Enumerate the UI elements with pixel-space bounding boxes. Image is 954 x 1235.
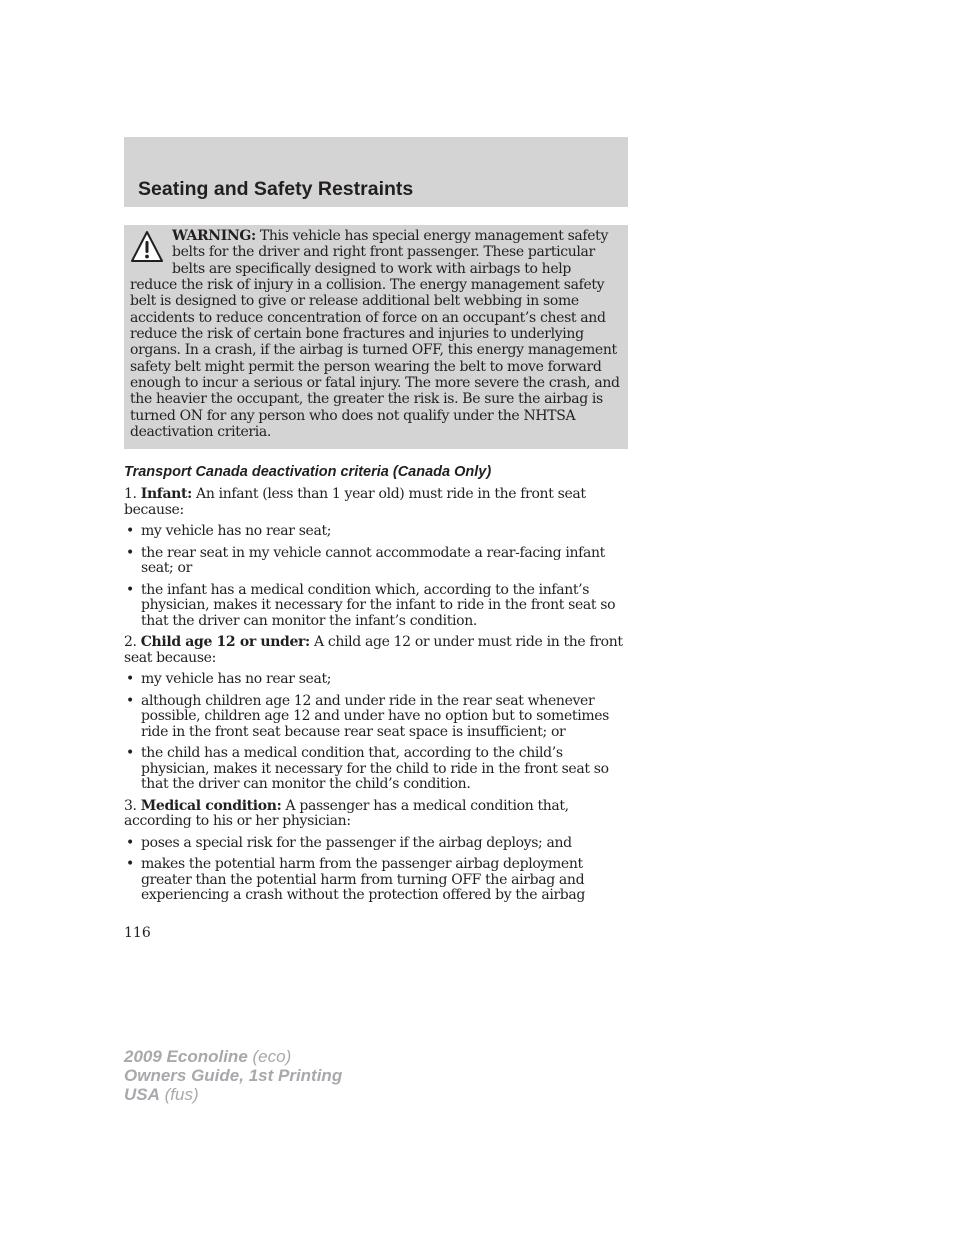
list-item-text: poses a special risk for the passenger if the airbag deploys; and bbox=[141, 834, 572, 851]
print-footer bbox=[124, 1047, 342, 1104]
list-item bbox=[124, 694, 628, 741]
page-number: 116 bbox=[124, 925, 151, 941]
bullet-glyph: • bbox=[126, 856, 134, 872]
bullet-glyph: • bbox=[126, 834, 134, 851]
list-item-text: the child has a medical condition that, according to the child’s physician, makes it necessary for the child to ride in the front seat so that the driver can monitor the child’s condition. bbox=[141, 745, 609, 792]
bullet-glyph: • bbox=[126, 745, 134, 761]
bullet-glyph: • bbox=[126, 692, 134, 709]
list-item-text: makes the potential harm from the passenger airbag deployment greater than the potential harm from turning OFF the airbag and experiencing a crash without the protection offered by the airbag bbox=[141, 856, 586, 903]
section-header-band bbox=[124, 137, 628, 207]
footer-model-code: (eco) bbox=[247, 1047, 292, 1066]
list-item-text: my vehicle has no rear seat; bbox=[141, 523, 332, 539]
list-item bbox=[124, 524, 628, 540]
infant-bullet-list bbox=[124, 524, 628, 629]
section-title: Seating and Safety Restraints bbox=[138, 178, 414, 200]
bullet-glyph: • bbox=[126, 544, 134, 561]
criterion-medical bbox=[124, 799, 628, 830]
criteria-subheading: Transport Canada deactivation criteria (Canada Only) bbox=[124, 464, 492, 480]
medical-bullet-list bbox=[124, 836, 628, 904]
bullet-glyph: • bbox=[126, 671, 134, 687]
criterion-number: 3. bbox=[124, 797, 141, 814]
criterion-number: 1. bbox=[124, 486, 141, 502]
footer-line-model bbox=[124, 1047, 342, 1066]
list-item-text: my vehicle has no rear seat; bbox=[141, 671, 332, 687]
child-bullet-list bbox=[124, 672, 628, 793]
list-item-text: although children age 12 and under ride in the rear seat whenever possible, children age 12 and under have no option but to sometimes ride in the front seat because rear seat space is insufficient; or bbox=[141, 692, 610, 740]
footer-model: 2009 Econoline bbox=[124, 1047, 248, 1066]
warning-body: This vehicle has special energy management safety belts for the driver and right front passenger. These particular belts are specifically designed to work with airbags to help reduce the risk of injury in a collision. The energy management safety belt is designed to give or release additional belt webbing in some accidents to reduce concentration of force on an occupant’s chest and reduce the risk of certain bone fractures and injuries to underlying organs. In a crash, if the airbag is turned OFF, this energy management safety belt might permit the person wearing the belt to move forward enough to incur a serious or fatal injury. The more severe the crash, and the heavier the occupant, the greater the risk is. Be sure the airbag is turned ON for any person who does not qualify under the NHTSA deactivation criteria. bbox=[130, 228, 620, 441]
footer-line-edition bbox=[124, 1066, 342, 1085]
bullet-glyph: • bbox=[126, 581, 134, 598]
list-item-text: the rear seat in my vehicle cannot accommodate a rear-facing infant seat; or bbox=[141, 544, 605, 576]
criterion-label: Infant: bbox=[140, 486, 192, 502]
list-item bbox=[124, 857, 628, 904]
list-item bbox=[124, 746, 628, 793]
list-item bbox=[124, 583, 628, 630]
warning-box bbox=[124, 225, 628, 449]
criterion-child bbox=[124, 635, 628, 666]
criterion-label: Medical condition: bbox=[140, 797, 282, 814]
footer-market: USA bbox=[124, 1085, 160, 1104]
criterion-text: An infant (less than 1 year old) must ride in the front seat because: bbox=[124, 486, 586, 518]
list-item bbox=[124, 836, 628, 852]
criterion-infant bbox=[124, 487, 628, 518]
list-item bbox=[124, 546, 628, 577]
criterion-text: A child age 12 or under must ride in the front seat because: bbox=[124, 634, 623, 666]
warning-text bbox=[130, 228, 622, 440]
criterion-number: 2. bbox=[124, 634, 141, 650]
list-item-text: the infant has a medical condition which, according to the infant’s physician, makes it necessary for the infant to ride in the front seat so that the driver can monitor the infant’s condition. bbox=[141, 581, 616, 629]
footer-edition: Owners Guide, 1st Printing bbox=[124, 1066, 343, 1085]
warning-triangle-icon bbox=[130, 230, 164, 264]
footer-market-code: (fus) bbox=[159, 1085, 199, 1104]
criterion-text: A passenger has a medical condition that, according to his or her physician: bbox=[124, 797, 569, 829]
criteria-section bbox=[124, 463, 628, 910]
warning-label: WARNING: bbox=[172, 228, 256, 244]
list-item bbox=[124, 672, 628, 688]
bullet-glyph: • bbox=[126, 523, 134, 539]
criterion-label: Child age 12 or under: bbox=[140, 634, 310, 650]
footer-line-market bbox=[124, 1085, 342, 1104]
